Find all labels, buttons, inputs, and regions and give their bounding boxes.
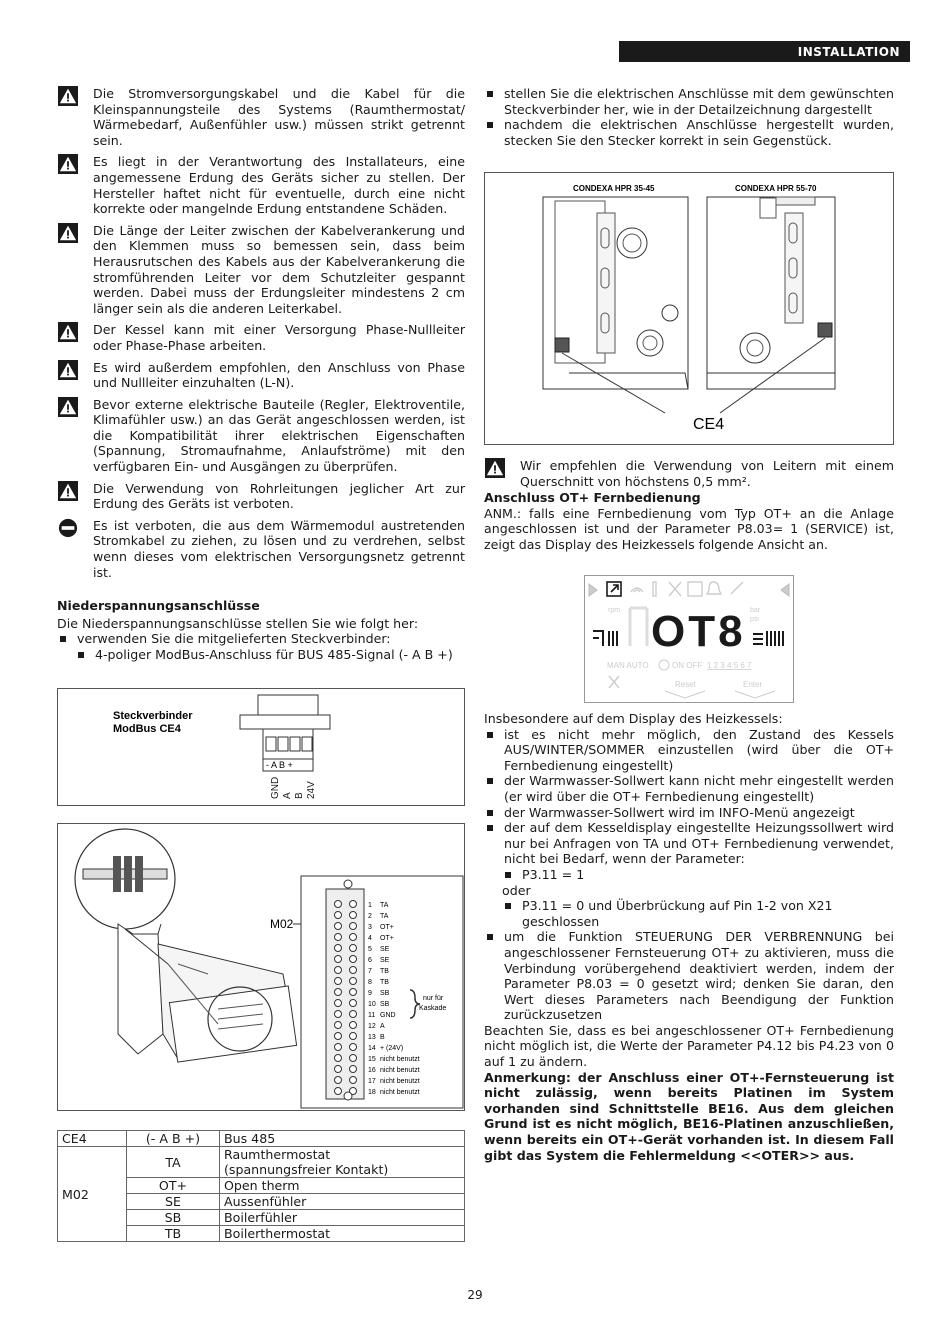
display-rpm: rpm bbox=[608, 607, 621, 614]
right-column bbox=[484, 86, 894, 148]
bullet-item-sub: P3.11 = 0 und Überbrückung auf Pin 1-2 von X21 geschlossen bbox=[484, 898, 894, 929]
terminal-number: 9 bbox=[368, 990, 372, 997]
terminal-screw bbox=[350, 1011, 357, 1018]
terminal-number: 17 bbox=[368, 1078, 376, 1085]
terminal-board-figure bbox=[57, 823, 465, 1111]
terminal-label: OT+ bbox=[380, 935, 394, 942]
terminal-screw bbox=[335, 934, 342, 941]
terminal-label: OT+ bbox=[380, 924, 394, 931]
terminal-label: nicht benutzt bbox=[380, 1067, 420, 1074]
prohibition-note bbox=[57, 518, 465, 580]
terminal-screw bbox=[335, 1088, 342, 1095]
section-header bbox=[619, 41, 910, 62]
terminal-screw bbox=[350, 1022, 357, 1029]
page-number: 29 bbox=[467, 1288, 483, 1302]
terminal-screw bbox=[350, 901, 357, 908]
terminal-screw bbox=[350, 934, 357, 941]
bullet-item: verwenden Sie die mitgelieferten Steckverbinder: bbox=[57, 631, 465, 647]
parameter-note: Beachten Sie, dass es bei angeschlossener OT+ Fernbedienung nicht möglich ist, die Werte der Parameter P4.12 bis P4.23 von 0 auf 1 zu ändern. bbox=[484, 1022, 894, 1070]
warning-note bbox=[57, 322, 465, 353]
terminal-screw bbox=[335, 1011, 342, 1018]
terminal-screw bbox=[335, 1022, 342, 1029]
warning-triangle-icon bbox=[57, 223, 79, 243]
warning-text: Die Länge der Leiter zwischen der Kabelverankerung und den Klemmen muss so bemessen sein, dass beim Herausrutschen des Kabels aus der Kabelverankerung die stromführenden Leiter vor dem Schutzleiter gespannt werden. Dabei muss der Erdungsleiter mindestens 2 cm länger sein als die anderen Leiterkabel. bbox=[93, 222, 465, 316]
terminal-number: 15 bbox=[368, 1056, 376, 1063]
warning-triangle-icon bbox=[57, 86, 79, 106]
terminal-screw bbox=[350, 1066, 357, 1073]
warning-note bbox=[57, 397, 465, 475]
display-numbers: 1 2 3 4 5 6 7 bbox=[707, 661, 752, 670]
terminal-label: TA bbox=[380, 913, 389, 920]
terminal-number: 12 bbox=[368, 1023, 376, 1030]
or-text: oder bbox=[502, 882, 531, 898]
display-bar: bar bbox=[750, 607, 761, 614]
warning-list bbox=[57, 86, 465, 512]
terminal-number: 11 bbox=[368, 1012, 376, 1019]
low-voltage-heading: Niederspannungsanschlüsse bbox=[57, 598, 260, 614]
terminal-number: 7 bbox=[368, 968, 372, 975]
warning-text: Die Verwendung von Rohrleitungen jeglicher Art zur Erdung des Geräts ist verboten. bbox=[93, 480, 465, 512]
warning-triangle-icon bbox=[484, 458, 506, 478]
be16-note: Anmerkung: der Anschluss einer OT+-Fernsteuerung ist nicht zulässig, wenn bereits Platinen im System vorhanden sind Schnittstelle BE16. Aus dem gleichen Grund ist es nicht möglich, BE16-Platinen anzuschließen, wenn bereits ein OT+-Gerät vorhanden ist. In diesem Fall gibt das System die Fehlermeldung <<OTER>> aus. bbox=[484, 1069, 894, 1163]
terminal-number: 8 bbox=[368, 979, 372, 986]
bullet-item-sub: 4-poliger ModBus-Anschluss für BUS 485-Signal (- A B +) bbox=[57, 647, 465, 663]
display-enter: Enter bbox=[743, 680, 763, 689]
terminal-screw bbox=[350, 912, 357, 919]
warning-note bbox=[57, 481, 465, 512]
terminal-label: TB bbox=[380, 968, 389, 975]
bullet-item: der auf dem Kesseldisplay eingestellte Heizungssollwert wird nur bei Anfragen von TA und OT+ Fernbedienung verwendet, nicht bei Bedarf, wenn der Parameter: bbox=[484, 820, 894, 867]
terminal-number: 10 bbox=[368, 1001, 376, 1008]
ce4-location-figure bbox=[484, 172, 894, 445]
pin-gnd: GND bbox=[270, 776, 281, 799]
display-notes bbox=[484, 711, 894, 1163]
terminal-screw bbox=[350, 923, 357, 930]
terminal-screw bbox=[335, 989, 342, 996]
display-intro: Insbesondere auf dem Display des Heizkessels: bbox=[484, 711, 783, 726]
bullet-item: der Warmwasser-Sollwert kann nicht mehr eingestellt werden (er wird über die OT+ Fernbedienung eingestellt) bbox=[484, 773, 894, 804]
display-mode: MAN AUTO bbox=[607, 661, 649, 670]
boiler-display-figure bbox=[584, 575, 794, 703]
conductor-warning bbox=[484, 458, 894, 489]
terminal-screw bbox=[335, 1077, 342, 1084]
terminal-number: 4 bbox=[368, 935, 372, 942]
terminal-screw bbox=[350, 1077, 357, 1084]
low-voltage-intro: Die Niederspannungsanschlüsse stellen Sie wie folgt her: bbox=[57, 615, 419, 631]
bullet-item: der Warmwasser-Sollwert wird im INFO-Menü angezeigt bbox=[484, 805, 894, 821]
cascade-note: nur für bbox=[423, 995, 444, 1002]
model-right-label: CONDEXA HPR 55-70 bbox=[735, 184, 817, 193]
display-psi: psi bbox=[750, 616, 759, 623]
prohibition-icon bbox=[57, 518, 79, 538]
cascade-note-2: Kaskade bbox=[419, 1005, 447, 1012]
display-drawing bbox=[585, 576, 793, 702]
terminal-screw bbox=[350, 978, 357, 985]
connection-table bbox=[57, 1130, 465, 1242]
warning-note bbox=[57, 86, 465, 148]
bullet-item: stellen Sie die elektrischen Anschlüsse mit dem gewünschten Steckverbinder her, wie in der Detailzeichnung dargestellt bbox=[484, 86, 894, 117]
terminal-label: SE bbox=[380, 946, 390, 953]
terminal-label: nicht benutzt bbox=[380, 1078, 420, 1085]
terminal-screw bbox=[350, 945, 357, 952]
display-onoff: ON OFF bbox=[672, 661, 703, 670]
warning-triangle-icon bbox=[57, 481, 79, 501]
terminal-label: TA bbox=[380, 902, 389, 909]
terminal-label: SB bbox=[380, 990, 390, 997]
terminal-screw bbox=[350, 967, 357, 974]
connector-pin-labels: - A B + bbox=[266, 760, 293, 770]
terminal-number: 6 bbox=[368, 957, 372, 964]
terminal-number: 2 bbox=[368, 913, 372, 920]
bullet-item: nachdem die elektrischen Anschlüsse hergestellt wurden, stecken Sie den Stecker korrekt in sein Gegenstück. bbox=[484, 117, 894, 148]
terminal-label: B bbox=[380, 1034, 385, 1041]
terminal-label: A bbox=[380, 1023, 385, 1030]
right-column-body bbox=[484, 458, 894, 553]
table-row: SE Aussenfühler bbox=[58, 1194, 465, 1210]
warning-text: Der Kessel kann mit einer Versorgung Phase-Nullleiter oder Phase-Phase arbeiten. bbox=[93, 322, 465, 353]
terminal-screw bbox=[350, 989, 357, 996]
warning-note bbox=[57, 223, 465, 317]
terminal-screw bbox=[335, 956, 342, 963]
warning-text: Die Stromversorgungskabel und die Kabel für die Kleinspannungsteile des Systems (Raumthermostat/ Wärmebedarf, Außenfühler usw.) müssen strikt getrennt sein. bbox=[93, 86, 465, 148]
display-digits: OT8 bbox=[651, 607, 746, 656]
table-row: M02 TA Raumthermostat (spannungsfreier Kontakt) bbox=[58, 1147, 465, 1178]
terminal-screw bbox=[335, 1000, 342, 1007]
warning-triangle-icon bbox=[57, 360, 79, 380]
terminal-screw bbox=[350, 1044, 357, 1051]
bullet-item: ist es nicht mehr möglich, den Zustand des Kessels AUS/WINTER/SOMMER einzustellen (wird über die OT+ Fernbedienung eingestellt) bbox=[484, 727, 894, 774]
terminal-label: GND bbox=[380, 1012, 396, 1019]
terminal-screw bbox=[335, 978, 342, 985]
model-left-label: CONDEXA HPR 35-45 bbox=[573, 184, 655, 193]
warning-text: Bevor externe elektrische Bauteile (Regler, Elektroventile, Klimafühler usw.) an das Gerät angeschlossen werden, ist die Kompatibilität ihrer elektrischen Eigenschaften (Spannung, Stromaufnahme, Anlaufströme) mit den verfügbaren Ein- und Ausgängen zu überprüfen. bbox=[93, 396, 465, 475]
boiler-drawing bbox=[485, 173, 893, 444]
terminal-drawing bbox=[58, 824, 464, 1110]
conductor-warning-text: Wir empfehlen die Verwendung von Leitern mit einem Querschnitt von höchstens 0,5 mm². bbox=[520, 458, 894, 489]
table-row: CE4 (- A B +) Bus 485 bbox=[58, 1131, 465, 1147]
warning-note bbox=[57, 154, 465, 216]
left-column bbox=[57, 86, 465, 663]
display-list bbox=[484, 727, 894, 867]
table-row: SB Boilerfühler bbox=[58, 1210, 465, 1226]
terminal-label: nicht benutzt bbox=[380, 1089, 420, 1096]
terminal-number: 14 bbox=[368, 1045, 376, 1052]
bullet-item: um die Funktion STEUERUNG DER VERBRENNUNG bei angeschlossener Fernsteuerung OT+ zu aktivieren, muss die Verbindung vorübergehend deaktiviert werden, indem der Parameter P8.03 = 0 gesetzt wird; denken Sie daran, den Wert dieses Parameters nach Beendigung der Funktion zurückzusetzen bbox=[484, 929, 894, 1023]
connector-subtitle: ModBus CE4 bbox=[113, 723, 181, 735]
terminal-screw bbox=[350, 1055, 357, 1062]
pin-a: A bbox=[282, 792, 293, 799]
terminal-screw bbox=[350, 1000, 357, 1007]
terminal-screw bbox=[335, 945, 342, 952]
board-label: M02 bbox=[270, 917, 294, 931]
connector-drawing bbox=[58, 689, 464, 805]
terminal-screw bbox=[335, 1066, 342, 1073]
terminal-screw bbox=[335, 967, 342, 974]
terminal-label: + (24V) bbox=[380, 1045, 404, 1052]
terminal-number: 18 bbox=[368, 1089, 376, 1096]
terminal-screw bbox=[335, 923, 342, 930]
warning-text: Es liegt in der Verantwortung des Installateurs, eine angemessene Erdung des Geräts sicher zu stellen. Der Hersteller haftet nicht für eventuelle, durch eine nicht korrekte oder mangelnde Erdung entstandene Schäden. bbox=[93, 154, 465, 217]
pin-b: B bbox=[294, 792, 305, 799]
terminal-number: 1 bbox=[368, 902, 372, 909]
table-row: OT+ Open therm bbox=[58, 1178, 465, 1194]
ot-heading: Anschluss OT+ Fernbedienung bbox=[484, 490, 701, 506]
ce4-callout: CE4 bbox=[693, 416, 725, 433]
section-title: INSTALLATION bbox=[797, 44, 900, 59]
warning-triangle-icon bbox=[57, 397, 79, 417]
prohibition-text: Es ist verboten, die aus dem Wärmemodul austretenden Stromkabel zu ziehen, zu lösen und zu verdrehen, selbst wenn dieses vom elektrischen Versorgungsnetz getrennt ist. bbox=[93, 517, 465, 580]
terminal-label: nicht benutzt bbox=[380, 1056, 420, 1063]
warning-note bbox=[57, 360, 465, 391]
bullet-item-sub: P3.11 = 1 bbox=[484, 867, 894, 883]
terminal-screw bbox=[335, 1033, 342, 1040]
terminal-label: SE bbox=[380, 957, 390, 964]
terminal-screw bbox=[335, 901, 342, 908]
terminal-screw bbox=[350, 956, 357, 963]
pin-24v: 24V bbox=[306, 781, 317, 799]
warning-text: Es wird außerdem empfohlen, den Anschluss von Phase und Nullleiter einzuhalten (L-N). bbox=[93, 359, 465, 391]
table-row: TB Boilerthermostat bbox=[58, 1226, 465, 1242]
terminal-screw bbox=[335, 912, 342, 919]
terminal-label: SB bbox=[380, 1001, 390, 1008]
terminal-number: 16 bbox=[368, 1067, 376, 1074]
terminal-screw bbox=[335, 1044, 342, 1051]
terminal-number: 3 bbox=[368, 924, 372, 931]
terminal-screw bbox=[350, 1033, 357, 1040]
terminal-label: TB bbox=[380, 979, 389, 986]
terminal-screw bbox=[335, 1055, 342, 1062]
terminal-number: 13 bbox=[368, 1034, 376, 1041]
warning-triangle-icon bbox=[57, 322, 79, 342]
connector-title: Steckverbinder bbox=[113, 710, 193, 722]
modbus-connector-figure bbox=[57, 688, 465, 806]
ot-paragraph: ANM.: falls eine Fernbedienung vom Typ OT+ an die Anlage angeschlossen ist und der Parameter P8.03= 1 (SERVICE) ist, zeigt das Display des Heizkessels folgende Ansicht an. bbox=[484, 505, 894, 552]
terminal-number: 5 bbox=[368, 946, 372, 953]
display-reset: Reset bbox=[675, 680, 696, 689]
warning-triangle-icon bbox=[57, 154, 79, 174]
